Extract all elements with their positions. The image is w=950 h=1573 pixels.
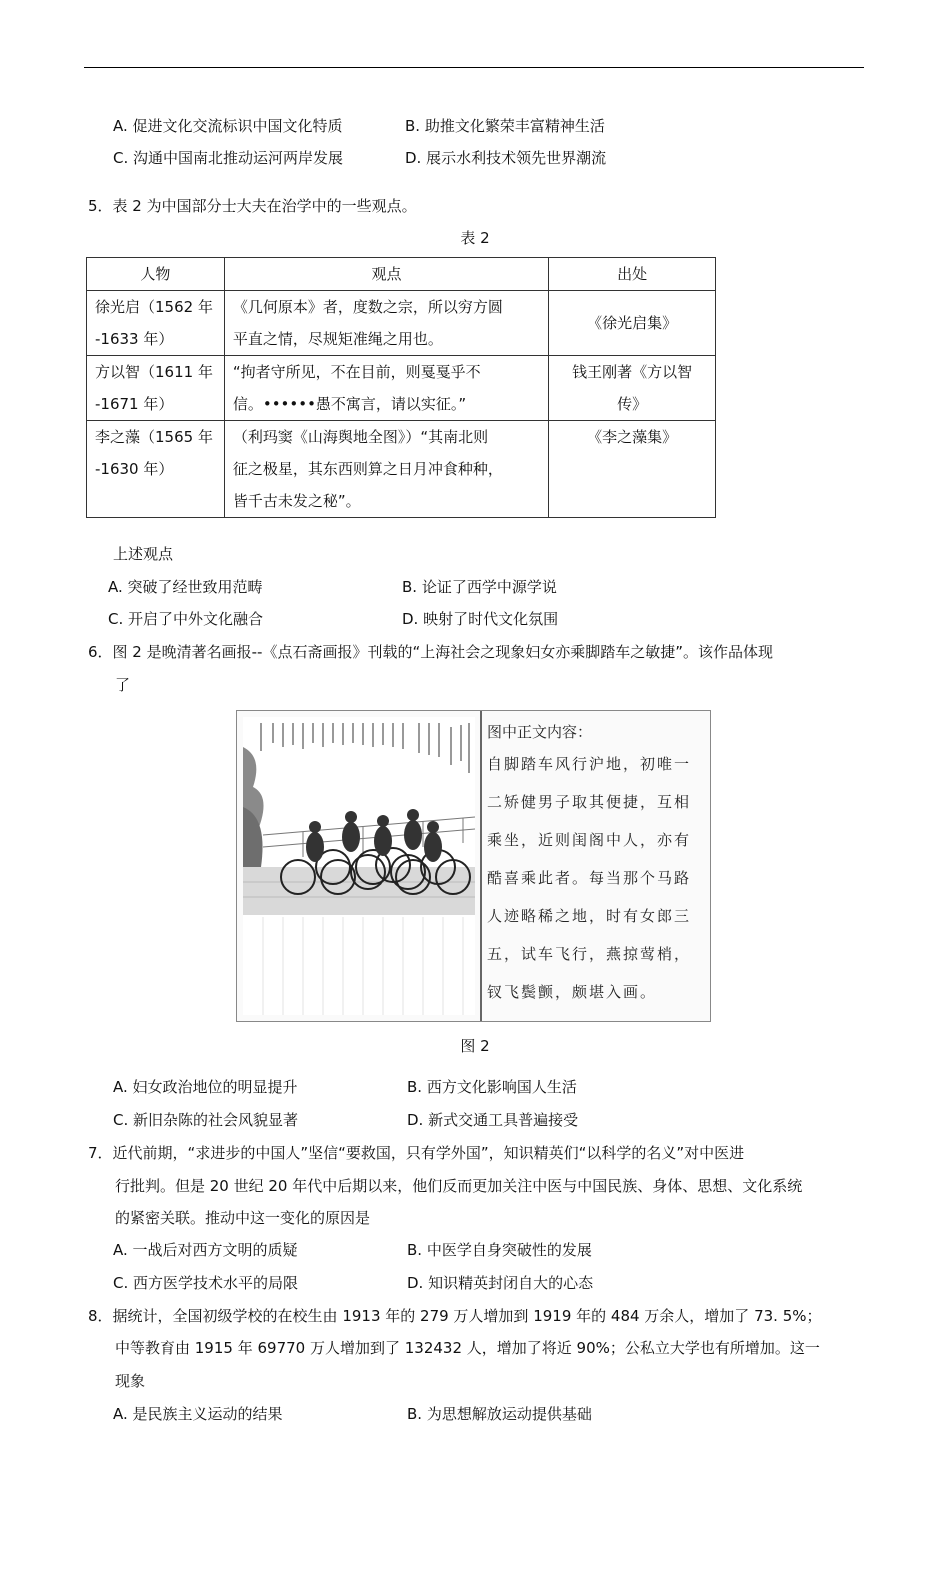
- q6-option-b[interactable]: B. 西方文化影响国人生活: [407, 1078, 577, 1096]
- cell-source: 《李之藻集》: [549, 421, 716, 518]
- q8-stem-line2: 中等教育由 1915 年 69770 万人增加到了 132432 人，增加了将近 90%；公私立大学也有所增加。这一: [115, 1339, 820, 1357]
- q4-option-a[interactable]: A. 促进文化交流标识中国文化特质: [113, 117, 343, 135]
- q5-option-d[interactable]: D. 映射了时代文化氛围: [402, 610, 559, 628]
- cell-view: 《几何原本》者，度数之宗，所以穷方圆 平直之情，尽规矩准绳之用也。: [224, 291, 548, 356]
- cell-person: 李之藻（1565 年 -1630 年）: [87, 421, 225, 518]
- q5-lead: 上述观点: [113, 545, 174, 563]
- q6-stem-line1: 6．图 2 是晚清著名画报--《点石斋画报》刊载的“上海社会之现象妇女亦乘脚踏车之敏捷”。该作品体现: [88, 643, 773, 661]
- viewpoints-table: [86, 257, 716, 518]
- header-rule: [84, 67, 864, 68]
- q4-option-c[interactable]: C. 沟通中国南北推动运河两岸发展: [113, 149, 344, 167]
- figure-divider: [480, 711, 482, 1021]
- cell-view: （利玛窦《山海舆地全图》）“其南北则 征之极星，其东西则算之日月冲食种种， 皆千古未发之秘”。: [224, 421, 548, 518]
- q7-option-b[interactable]: B. 中医学自身突破性的发展: [407, 1241, 592, 1259]
- q6-option-a[interactable]: A. 妇女政治地位的明显提升: [113, 1078, 298, 1096]
- q4-option-d[interactable]: D. 展示水利技术领先世界潮流: [405, 149, 607, 167]
- q5-option-b[interactable]: B. 论证了西学中源学说: [402, 578, 557, 596]
- q7-option-a[interactable]: A. 一战后对西方文明的质疑: [113, 1241, 298, 1259]
- q7-stem-line1: 7．近代前期，“求进步的中国人”坚信“要救国，只有学外国”，知识精英们“以科学的名义”对中医进: [88, 1144, 745, 1162]
- header-view: 观点: [224, 258, 548, 291]
- q7-option-c[interactable]: C. 西方医学技术水平的局限: [113, 1274, 299, 1292]
- q8-option-b[interactable]: B. 为思想解放运动提供基础: [407, 1405, 592, 1423]
- q5-option-a[interactable]: A. 突破了经世致用范畴: [108, 578, 263, 596]
- figure-caption: 图 2: [460, 1037, 490, 1055]
- cell-source: 钱王刚著《方以智 传》: [549, 356, 716, 421]
- table-row: [87, 421, 716, 518]
- header-source: 出处: [549, 258, 716, 291]
- table-row: [87, 291, 716, 356]
- q5-stem: 5．表 2 为中国部分士大夫在治学中的一些观点。: [88, 197, 417, 215]
- cell-source: 《徐光启集》: [549, 291, 716, 356]
- q6-option-c[interactable]: C. 新旧杂陈的社会风貌显著: [113, 1111, 299, 1129]
- cell-person: 徐光启（1562 年 -1633 年）: [87, 291, 225, 356]
- figure-2: [236, 710, 711, 1022]
- figure-text-body: 自脚踏车风行沪地，初唯一二矫健男子取其便捷，互相乘坐，近则闺阁中人，亦有酷喜乘此者。每当那个马路人迹略稀之地，时有女郎三五，试车飞行，燕掠莺梢，钗飞鬓颤，颇堪入画。: [487, 755, 692, 1001]
- header-person: 人物: [87, 258, 225, 291]
- q7-option-d[interactable]: D. 知识精英封闭自大的心态: [407, 1274, 594, 1292]
- cell-view: “拘者守所见，不在目前，则戛戛乎不 信。••••••愚不寓言，请以实征。”: [224, 356, 548, 421]
- q7-stem-line3: 的紧密关联。推动中这一变化的原因是: [115, 1209, 371, 1227]
- q8-stem-line3: 现象: [115, 1372, 146, 1390]
- q8-stem-line1: 8．据统计，全国初级学校的在校生由 1913 年的 279 万人增加到 1919 年的 484 万余人，增加了 73. 5%；: [88, 1307, 822, 1325]
- table-row: [87, 356, 716, 421]
- q4-option-b[interactable]: B. 助推文化繁荣丰富精神生活: [405, 117, 605, 135]
- q7-stem-line2: 行批判。但是 20 世纪 20 年代中后期以来，他们反而更加关注中医与中国民族、身体、思想、文化系统: [115, 1177, 803, 1195]
- cell-person: 方以智（1611 年 -1671 年）: [87, 356, 225, 421]
- bicycle-illustration: [243, 717, 475, 1015]
- bicycle-drawing-icon: [243, 717, 475, 1015]
- table-header-row: [87, 258, 716, 291]
- q8-option-a[interactable]: A. 是民族主义运动的结果: [113, 1405, 283, 1423]
- q5-option-c[interactable]: C. 开启了中外文化融合: [108, 610, 264, 628]
- figure-text-panel: [487, 719, 707, 1011]
- table-title: 表 2: [460, 229, 490, 247]
- figure-text-title: 图中正文内容：: [487, 723, 593, 741]
- q6-stem-line2: 了: [115, 676, 131, 694]
- q6-option-d[interactable]: D. 新式交通工具普遍接受: [407, 1111, 579, 1129]
